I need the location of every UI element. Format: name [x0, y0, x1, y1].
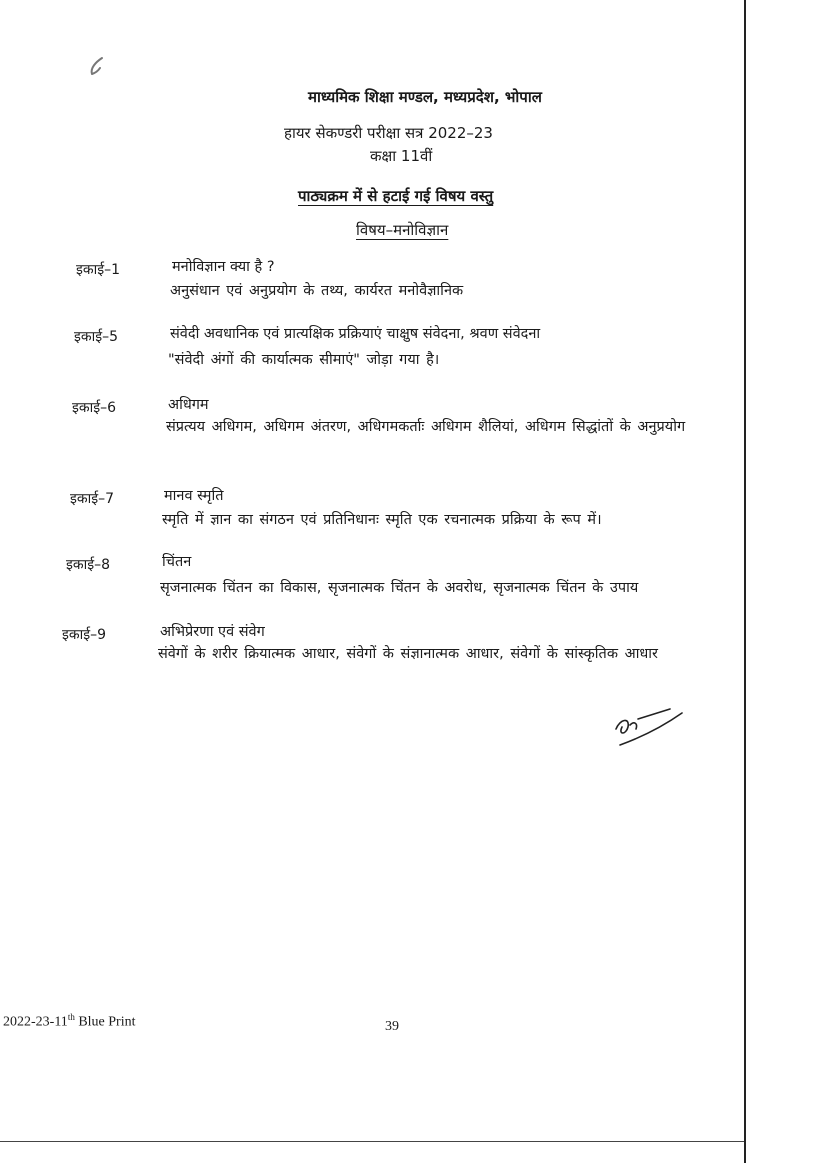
section-subtitle: पाठ्यक्रम में से हटाई गई विषय वस्तु	[298, 187, 494, 205]
unit-description: स्मृति में ज्ञान का संगठन एवं प्रतिनिधानः स्मृति एक रचनात्मक प्रक्रिया के रूप में।	[162, 512, 602, 528]
unit-label: इकाई–9	[62, 627, 107, 643]
footer-id-suffix: Blue Print	[74, 1014, 136, 1030]
unit-label: इकाई–6	[72, 400, 117, 416]
unit-description: संप्रत्यय अधिगम, अधिगम अंतरण, अधिगमकर्ताः अधिगम शैलियां, अधिगम सिद्धांतों के अनुप्रयोग	[166, 419, 686, 435]
unit-label: इकाई–5	[74, 329, 119, 345]
class-name: कक्षा 11वीं	[370, 147, 433, 165]
footer-id-superscript: th	[67, 1012, 75, 1022]
page-number: 39	[385, 1019, 399, 1034]
document-footer-id	[3, 1012, 136, 1031]
pen-mark-icon	[86, 54, 110, 78]
signature-mark	[612, 705, 688, 751]
unit-description: सृजनात्मक चिंतन का विकास, सृजनात्मक चिंतन के अवरोध, सृजनात्मक चिंतन के उपाय	[160, 580, 639, 596]
exam-session: हायर सेकण्डरी परीक्षा सत्र 2022–23	[284, 124, 493, 142]
unit-title: अभिप्रेरणा एवं संवेग	[160, 624, 265, 640]
bottom-edge-line	[0, 1141, 744, 1142]
unit-description: संवेगों के शरीर क्रियात्मक आधार, संवेगों के संज्ञानात्मक आधार, संवेगों के सांस्कृतिक आधार	[158, 646, 658, 662]
unit-description: "संवेदी अंगों की कार्यात्मक सीमाएं" जोड़ा गया है।	[168, 352, 440, 368]
unit-title: चिंतन	[162, 554, 192, 570]
unit-description: अनुसंधान एवं अनुप्रयोग के तथ्य, कार्यरत मनोवैज्ञानिक	[170, 283, 464, 299]
unit-label: इकाई–8	[66, 557, 111, 573]
unit-title: मनोविज्ञान क्या है ?	[172, 259, 275, 275]
unit-title: अधिगम	[168, 397, 209, 413]
unit-label: इकाई–7	[70, 491, 115, 507]
unit-label: इकाई–1	[76, 262, 121, 278]
unit-title: संवेदी अवधानिक एवं प्रात्यक्षिक प्रक्रियाएं चाक्षुष संवेदना, श्रवण संवेदना	[170, 326, 541, 342]
subject-heading: विषय–मनोविज्ञान	[356, 221, 449, 239]
unit-title: मानव स्मृति	[164, 488, 224, 504]
board-title: माध्यमिक शिक्षा मण्डल, मध्यप्रदेश, भोपाल	[308, 88, 542, 106]
footer-id-main: 2022-23-11	[3, 1014, 68, 1030]
